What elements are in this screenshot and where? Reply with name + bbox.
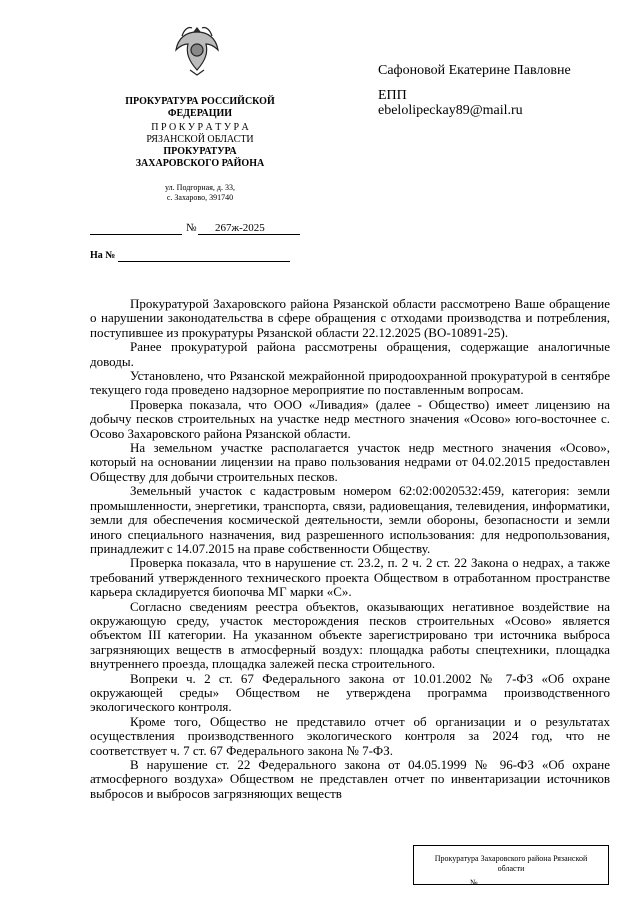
body-paragraph: Кроме того, Общество не представило отчет об организации и о результатах осуществления производственного экологического контроля за 2024 год, что не соответствует ч. 7 ст. 67 Федерального закона № 7-ФЗ. (90, 713, 610, 758)
stamp-number: № (470, 878, 478, 887)
body-paragraph: Проверка показала, что в нарушение ст. 23.2, п. 2 ч. 2 ст. 22 Закона о недрах, а также требований утвержденного технического проекта Обществом в отработанном пространстве карьера складируется биопочва МГ марки «С». (90, 555, 610, 600)
coat-of-arms-icon (172, 22, 222, 76)
number-underline (198, 234, 300, 235)
organization-header (100, 96, 300, 170)
org-name-line: ФЕДЕРАЦИИ (167, 108, 233, 119)
number-sign: № (186, 222, 197, 234)
address-line: ул. Подгорная, д. 33, (165, 183, 235, 192)
body-paragraph: Вопреки ч. 2 ст. 67 Федерального закона от 10.01.2002 № 7-ФЗ «Об охране окружающей среды» Обществом не утверждена программа производственного экологического контроля. (90, 670, 610, 715)
registration-stamp (413, 845, 609, 885)
recipient-email: ebelolipeckay89@mail.ru (378, 103, 523, 118)
body-paragraph: Согласно сведениям реестра объектов, оказывающих негативное воздействие на окружающую среду, участок месторождения песков строительных «Осово» является объектом III категории. На указанном объекте зарегистрировано три источника выброса загрязняющих веществ в атмосферный воздух: площадка работы спецтехники, площадка внутреннего проезда, площадка залежей песка строительного. (90, 598, 610, 672)
body-paragraph: Ранее прокуратурой района рассмотрены обращения, содержащие аналогичные доводы. (90, 339, 610, 369)
address-line: с. Захарово, 391740 (166, 193, 234, 202)
date-underline (90, 234, 182, 235)
body-paragraph: Прокуратурой Захаровского района Рязанской области рассмотрено Ваше обращение о нарушении законодательства в сфере обращения с отходами производства и потребления, поступившее из прокуратуры Рязанской области 22.12.2025 (ВО-10891-25). (90, 296, 610, 340)
org-name-line: ПРОКУРАТУРА (163, 146, 237, 157)
body-paragraph: Установлено, что Рязанской межрайонной природоохранной прокуратурой в сентябре текущего года проведено надзорное мероприятие по поставленным вопросам. (90, 368, 610, 398)
body-paragraph: На земельном участке располагается участок недр местного значения «Осово», который на основании лицензии на право пользования недрами от 04.02.2015 предоставлен Обществу для добычи строительных песков. (90, 440, 610, 484)
stamp-line: Прокуратура Захаровского района Рязанской (434, 854, 588, 863)
stamp-line: области (497, 864, 525, 873)
body-paragraph: Проверка показала, что ООО «Ливадия» (далее - Общество) имеет лицензию на добычу песков строительных на участке недр местного значения «Осово» юго-восточнее с. Осово Захаровского района Рязанской области. (90, 396, 610, 441)
on-number-underline (118, 261, 290, 262)
org-name-line: РЯЗАНСКОЙ ОБЛАСТИ (146, 134, 254, 145)
org-name-line: ПРОКУРАТУРА РОССИЙСКОЙ (125, 96, 275, 107)
on-number-label: На № (90, 250, 116, 261)
org-name-line: ЗАХАРОВСКОГО РАЙОНА (135, 158, 265, 169)
outgoing-number: 267ж-2025 (215, 222, 265, 234)
recipient-name: Сафоновой Екатерине Павловне (378, 63, 571, 78)
organization-address (100, 183, 300, 203)
body-paragraph: Земельный участок с кадастровым номером 62:02:0020532:459, категория: земли промышленности, энергетики, транспорта, связи, радиовещания, телевидения, информатики, земли для обеспечения космической деятельности, земли обороны, безопасности и земли иного специального назначения, вид разрешенного использования: для недропользования, принадлежит с 14.07.2015 на праве собственности Обществу. (90, 483, 610, 556)
recipient-code: ЕПП (378, 88, 407, 103)
org-name-line: П Р О К У Р А Т У Р А (151, 122, 249, 133)
body-paragraph: В нарушение ст. 22 Федерального закона от 04.05.1999 № 96-ФЗ «Об охране атмосферного воздуха» Обществом не представлен отчет по инвентаризации источников выбросов и выбросов загрязняющих веществ (90, 757, 610, 801)
letter-body (90, 297, 610, 801)
